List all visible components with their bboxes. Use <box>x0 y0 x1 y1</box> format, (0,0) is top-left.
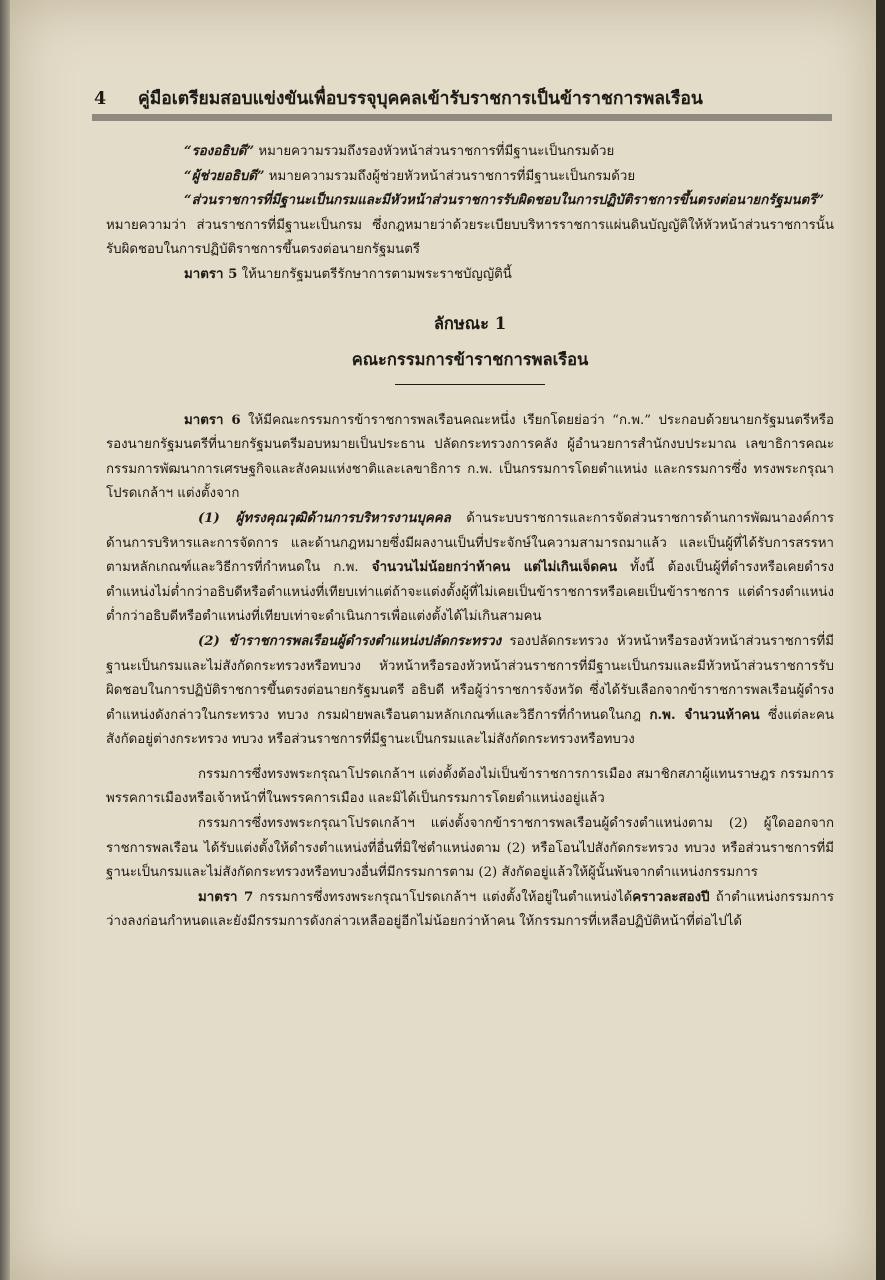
item-text: รองปลัดกระทรวง หัวหน้าหรือรองหัวหน้าส่วนราชการที่มีฐานะเป็นกรมและไม่สังกัดกระทรวงหรือทบวง หัวหน้าหรือรองหัวหน้าส่วนราชการที่มีฐานะเป็นกรมและมีหัวหน้าส่วนราชการรับผิดชอบในการปฏิบัติราชการขึ้นตรงต่อนายกรัฐมนตรี อธิบดี หรือผู้ว่าราชการจังหวัด ซึ่งได้รับเลือกจากข้าราชการพลเรือนผู้ดำรงตำแหน่งดังกล่าวในกระทรวง ทบวง กรมฝ่ายพลเรือนตามหลักเกณฑ์และวิธีการที่กำหนดในกฎ <box>106 633 834 723</box>
running-header <box>94 84 834 112</box>
chapter-title: คณะกรรมการข้าราชการพลเรือน <box>351 349 589 369</box>
section-7-paragraph <box>106 886 834 935</box>
chapter-rule <box>395 384 545 385</box>
section-6-item-1 <box>106 507 834 630</box>
definition-text: หมายความรวมถึงผู้ช่วยหัวหน้าส่วนราชการที่มีฐานะเป็นกรมด้วย <box>264 168 636 184</box>
section-label: มาตรา 5 <box>184 266 238 282</box>
definition-term: “ผู้ช่วยอธิบดี” <box>184 168 265 184</box>
chapter-number: ลักษณะ 1 <box>433 313 507 333</box>
section-emphasis: คราวละสองปี <box>632 889 710 905</box>
definition-text: หมายความรวมถึงรองหัวหน้าส่วนราชการที่มีฐานะเป็นกรมด้วย <box>254 144 615 159</box>
definition-term: “ส่วนราชการที่มีฐานะเป็นกรมและมีหัวหน้าส่วนราชการรับผิดชอบในการปฏิบัติราชการขึ้นตรงต่อนายกรัฐมนตรี” <box>184 193 825 209</box>
item-label: (1) ผู้ทรงคุณวุฒิด้านการบริหารงานบุคคล <box>198 510 451 526</box>
definition-paragraph <box>106 189 834 263</box>
item-emphasis: ก.พ. จำนวนห้าคน <box>649 707 760 723</box>
section-text: กรรมการซึ่งทรงพระกรุณาโปรดเกล้าฯ แต่งตั้งให้อยู่ในตำแหน่งได้ <box>253 889 633 905</box>
spacer <box>106 753 834 763</box>
header-rule <box>92 114 832 121</box>
definition-term: “รองอธิบดี” <box>184 144 255 159</box>
page-number: 4 <box>94 89 107 109</box>
page-body <box>106 140 834 935</box>
section-6-paragraph <box>106 409 834 507</box>
section-text-continued: ถ้าตำแหน่งกรรมการว่างลงก่อนกำหนดและยังมีกรรมการดังกล่าวเหลืออยู่อีกไม่น้อยกว่าห้าคน ให้กรรมการที่เหลือปฏิบัติหน้าที่ต่อไปได้ <box>106 889 834 930</box>
book-page <box>10 0 876 1280</box>
section-text: ให้นายกรัฐมนตรีรักษาการตามพระราชบัญญัตินี้ <box>237 266 512 282</box>
section-6-item-2 <box>106 630 834 753</box>
item-text-continued: ทั้งนี้ ต้องเป็นผู้ที่ดำรงหรือเคยดำรงตำแหน่งไม่ต่ำกว่าอธิบดีหรือตำแหน่งที่เทียบเท่าแต่ถ้าจะแต่งตั้งผู้ที่ไม่เคยเป็นข้าราชการหรือเคยเป็นข้าราชการ แต่ดำรงตำแหน่งต่ำกว่าอธิบดีหรือตำแหน่งที่เทียบเท่าจะดำเนินการเพื่อแต่งตั้งได้ไม่เกินสามคน <box>106 560 834 625</box>
item-emphasis: จำนวนไม่น้อยกว่าห้าคน แต่ไม่เกินเจ็ดคน <box>371 560 618 576</box>
section-text: ให้มีคณะกรรมการข้าราชการพลเรือนคณะหนึ่ง เรียกโดยย่อว่า “ก.พ.” ประกอบด้วยนายกรัฐมนตรีหรือรองนายกรัฐมนตรีที่นายกรัฐมนตรีมอบหมายเป็นประธาน ปลัดกระทรวงการคลัง ผู้อำนวยการสำนักงบประมาณ เลขาธิการคณะกรรมการพัฒนาการเศรษฐกิจและสังคมแห่งชาติและเลขาธิการ ก.พ. เป็นกรรมการโดยตำแหน่ง และกรรมการซึ่ง ทรงพระกรุณาโปรดเกล้าฯ แต่งตั้งจาก <box>106 412 834 502</box>
definition-paragraph <box>106 165 834 190</box>
section-6-paragraph-a: กรรมการซึ่งทรงพระกรุณาโปรดเกล้าฯ แต่งตั้งต้องไม่เป็นข้าราชการการเมือง สมาชิกสภาผู้แทนราษฎร กรรมการพรรคการเมืองหรือเจ้าหน้าที่ในพรรคการเมือง และมิได้เป็นกรรมการโดยตำแหน่งอยู่แล้ว <box>106 766 834 807</box>
book-title: คู่มือเตรียมสอบแข่งขันเพื่อบรรจุบุคคลเข้ารับราชการเป็นข้าราชการพลเรือน <box>138 89 703 109</box>
definition-text: หมายความว่า ส่วนราชการที่มีฐานะเป็นกรม ซึ่งกฎหมายว่าด้วยระเบียบบริหารราชการแผ่นดินบัญญัติให้หัวหน้าส่วนราชการนั้นรับผิดชอบในการปฏิบัติราชการขึ้นตรงต่อนายกรัฐมนตรี <box>106 217 834 258</box>
item-label: (2) ข้าราชการพลเรือนผู้ดำรงตำแหน่งปลัดกระทรวง <box>198 633 502 649</box>
definition-paragraph <box>106 140 834 165</box>
item-text: ด้านระบบราชการและการจัดส่วนราชการด้านการพัฒนาองค์การ ด้านการบริหารและการจัดการ และด้านกฎหมายซึ่งมีผลงานเป็นที่ประจักษ์ในความสามารถมาแล้ว และเป็นผู้ที่ได้รับการสรรหาตามหลักเกณฑ์และวิธีการที่กำหนดใน ก.พ. <box>106 510 834 576</box>
section-label: มาตรา 7 <box>198 889 254 905</box>
item-text-continued: ซึ่งแต่ละคนสังกัดอยู่ต่างกระทรวง ทบวง หรือส่วนราชการที่มีฐานะเป็นกรมและไม่สังกัดกระทรวงหรือทบวง <box>106 707 834 748</box>
section-6-paragraph-b: กรรมการซึ่งทรงพระกรุณาโปรดเกล้าฯ แต่งตั้งจากข้าราชการพลเรือนผู้ดำรงตำแหน่งตาม (2) ผู้ใดออกจากราชการพลเรือน ได้รับแต่งตั้งให้ดำรงตำแหน่งที่อื่นที่มิใช่ตำแหน่งตาม (2) หรือโอนไปสังกัดกระทรวง ทบวง หรือส่วนราชการที่มีฐานะเป็นกรมและไม่สังกัดกระทรวงหรือทบวงอื่นที่มีกรรมการตาม (2) สังกัดอยู่แล้วให้ผู้นั้นพ้นจากตำแหน่งกรรมการ <box>106 816 834 881</box>
spacer <box>106 288 834 306</box>
section-5-paragraph <box>106 263 834 288</box>
section-label: มาตรา 6 <box>184 412 241 428</box>
